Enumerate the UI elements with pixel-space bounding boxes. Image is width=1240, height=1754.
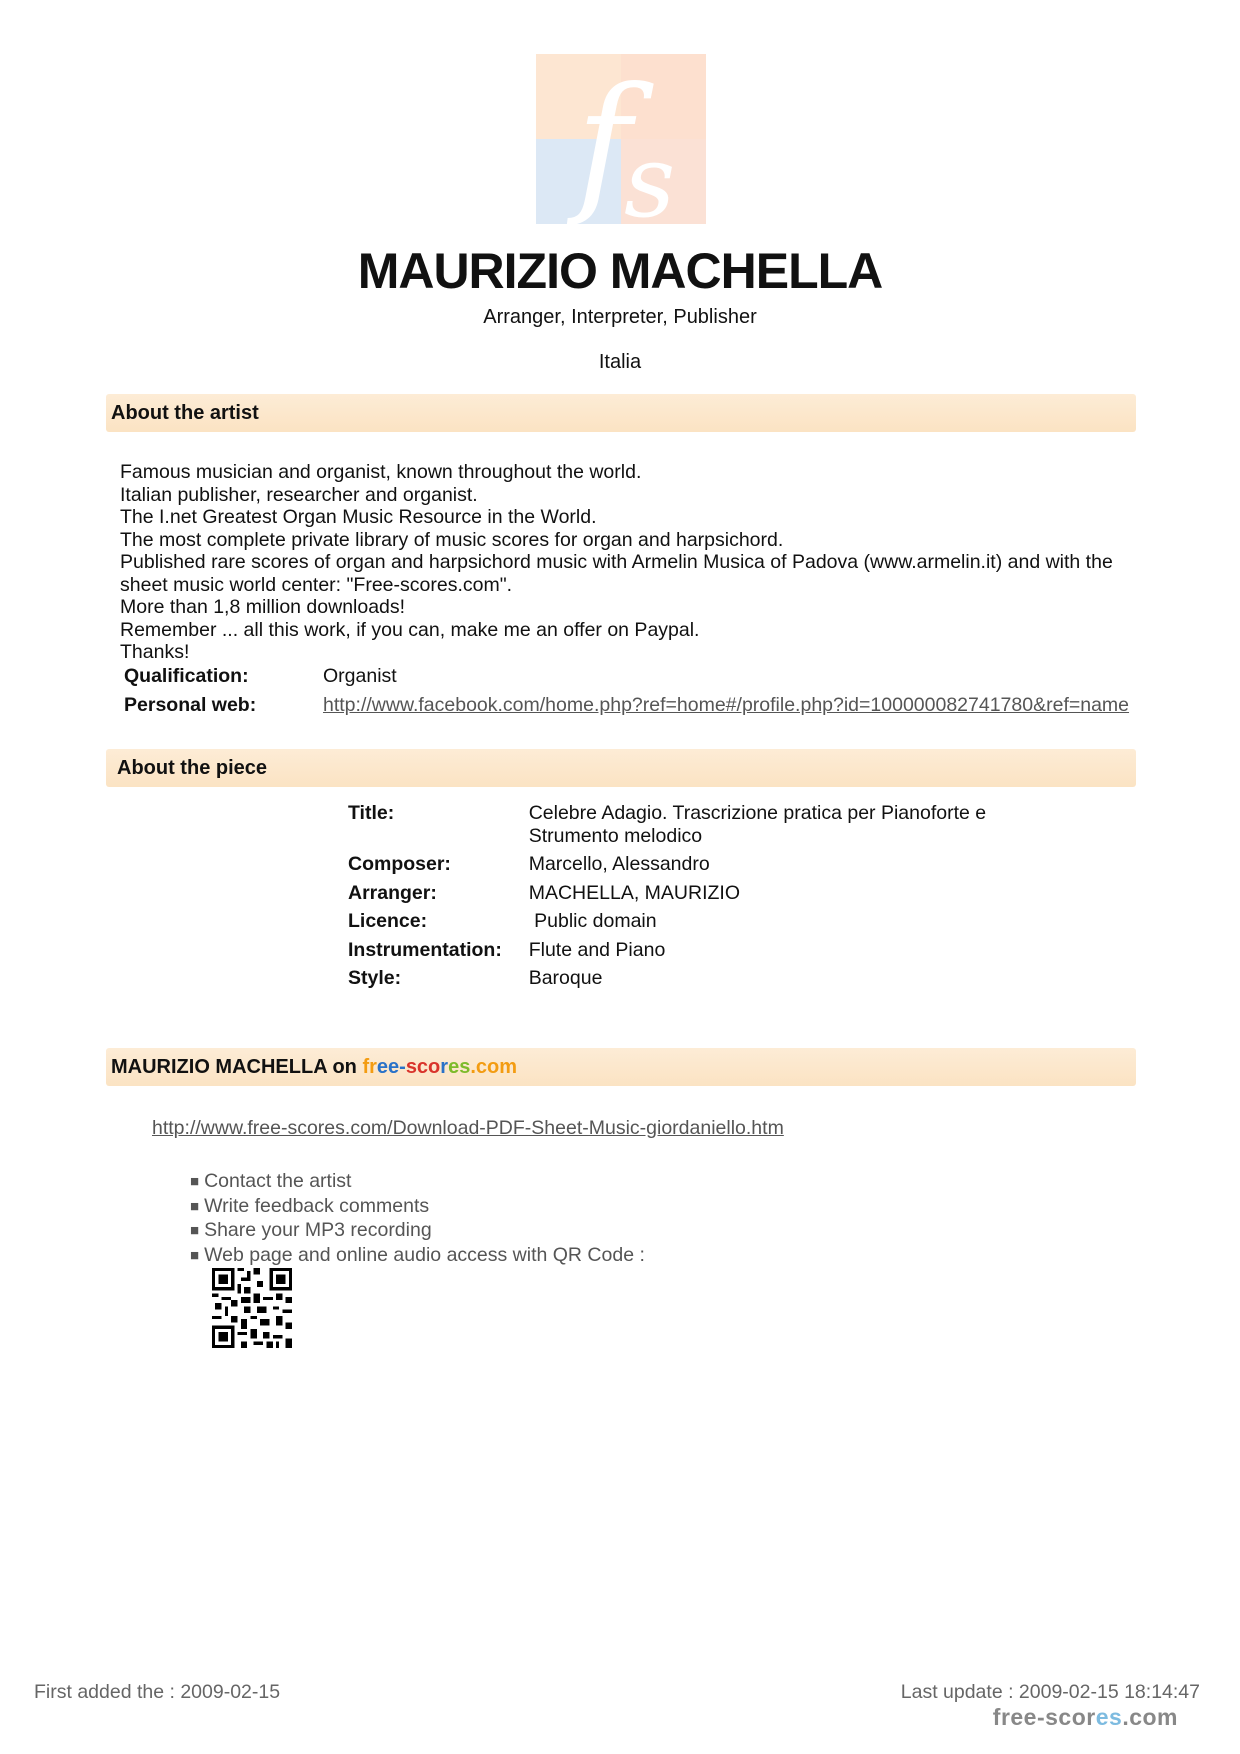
personal-web-label: Personal web: <box>124 694 257 716</box>
artist-country: Italia <box>598 351 642 373</box>
bio-line: More than 1,8 million downloads! <box>120 596 406 618</box>
piece-value: Public domain <box>528 910 657 932</box>
qr-code[interactable] <box>212 1268 292 1348</box>
site-name-part: .com <box>470 1056 518 1078</box>
site-name-part: r <box>440 1056 449 1078</box>
piece-label: Instrumentation: <box>348 938 502 961</box>
footer-logo-part: .com <box>1122 1704 1178 1730</box>
piece-value: Baroque <box>528 967 603 989</box>
bio-line: The I.net Greatest Organ Music Resource in the World. <box>120 506 597 528</box>
piece-value: Flute and Piano <box>528 938 666 961</box>
site-name <box>362 1056 517 1078</box>
about-piece-heading: About the piece <box>106 749 1136 787</box>
qualification-label: Qualification: <box>124 665 249 687</box>
footer-logo-part: es <box>1095 1704 1123 1730</box>
last-update-date: Last update : 2009-02-15 18:14:47 <box>900 1681 1200 1703</box>
piece-value: Celebre Adagio. Trascrizione pratica per Pianoforte e Strumento melodico <box>528 802 987 847</box>
bio-line: Famous musician and organist, known throughout the world. <box>120 461 642 483</box>
first-added-date: First added the : 2009-02-15 <box>34 1681 281 1703</box>
site-name-part: ee- <box>376 1056 406 1078</box>
site-name-part: sco <box>405 1056 441 1078</box>
bio-line: The most complete private library of music scores for organ and harpsichord. <box>120 528 784 551</box>
piece-row-title <box>348 802 1048 853</box>
piece-row-composer <box>348 853 1048 882</box>
free-scores-logo <box>536 54 706 224</box>
artist-actions-list <box>190 1170 645 1268</box>
footer-logo-part: free-scor <box>992 1704 1096 1730</box>
write-feedback-link[interactable]: ■ Write feedback comments <box>190 1195 645 1220</box>
bio-line: Thanks! <box>120 641 190 663</box>
piece-row-style <box>348 967 1048 996</box>
site-name-part: es <box>448 1056 471 1078</box>
piece-row-licence <box>348 910 1048 939</box>
piece-label: Title: <box>348 802 395 824</box>
personal-web-link[interactable]: http://www.facebook.com/home.php?ref=home#/profile.php?id=100000082741780&ref=name <box>323 694 1130 716</box>
artist-name: MAURIZIO MACHELLA <box>357 243 883 299</box>
artist-page-link[interactable]: http://www.free-scores.com/Download-PDF-Sheet-Music-giordaniello.htm <box>152 1117 784 1139</box>
svg-text:f: f <box>576 56 632 224</box>
qr-code-access-link[interactable]: ■ Web page and online audio access with QR Code : <box>190 1244 645 1269</box>
on-site-heading <box>106 1048 1136 1086</box>
bio-line: Italian publisher, researcher and organist. <box>120 483 478 506</box>
piece-value: MACHELLA, MAURIZIO <box>528 881 740 904</box>
qualification-value: Organist <box>323 665 397 687</box>
footer-site-logo <box>993 1704 1178 1731</box>
piece-label: Arranger: <box>348 881 437 904</box>
piece-label: Style: <box>348 967 402 989</box>
piece-row-arranger <box>348 882 1048 911</box>
share-mp3-link[interactable]: ■ Share your MP3 recording <box>190 1219 645 1244</box>
artist-roles: Arranger, Interpreter, Publisher <box>483 306 757 328</box>
bio-line: Published rare scores of organ and harpsichord music with Armelin Musica of Padova (www.armelin.it) and with the sheet music world center: "Free-scores.com". <box>120 551 1113 596</box>
about-artist-heading: About the artist <box>106 394 1136 432</box>
contact-artist-link[interactable]: ■ Contact the artist <box>190 1170 645 1195</box>
piece-details-table <box>348 802 1048 996</box>
artist-bio <box>120 461 1130 664</box>
piece-label: Licence: <box>348 910 428 932</box>
on-site-heading-prefix: MAURIZIO MACHELLA on <box>111 1056 363 1078</box>
piece-row-instrumentation <box>348 939 1048 968</box>
bio-line: Remember ... all this work, if you can, make me an offer on Paypal. <box>120 618 700 641</box>
piece-label: Composer: <box>348 853 451 875</box>
piece-value: Marcello, Alessandro <box>528 853 710 875</box>
svg-text:s: s <box>624 123 676 224</box>
site-name-part: fr <box>362 1056 377 1078</box>
